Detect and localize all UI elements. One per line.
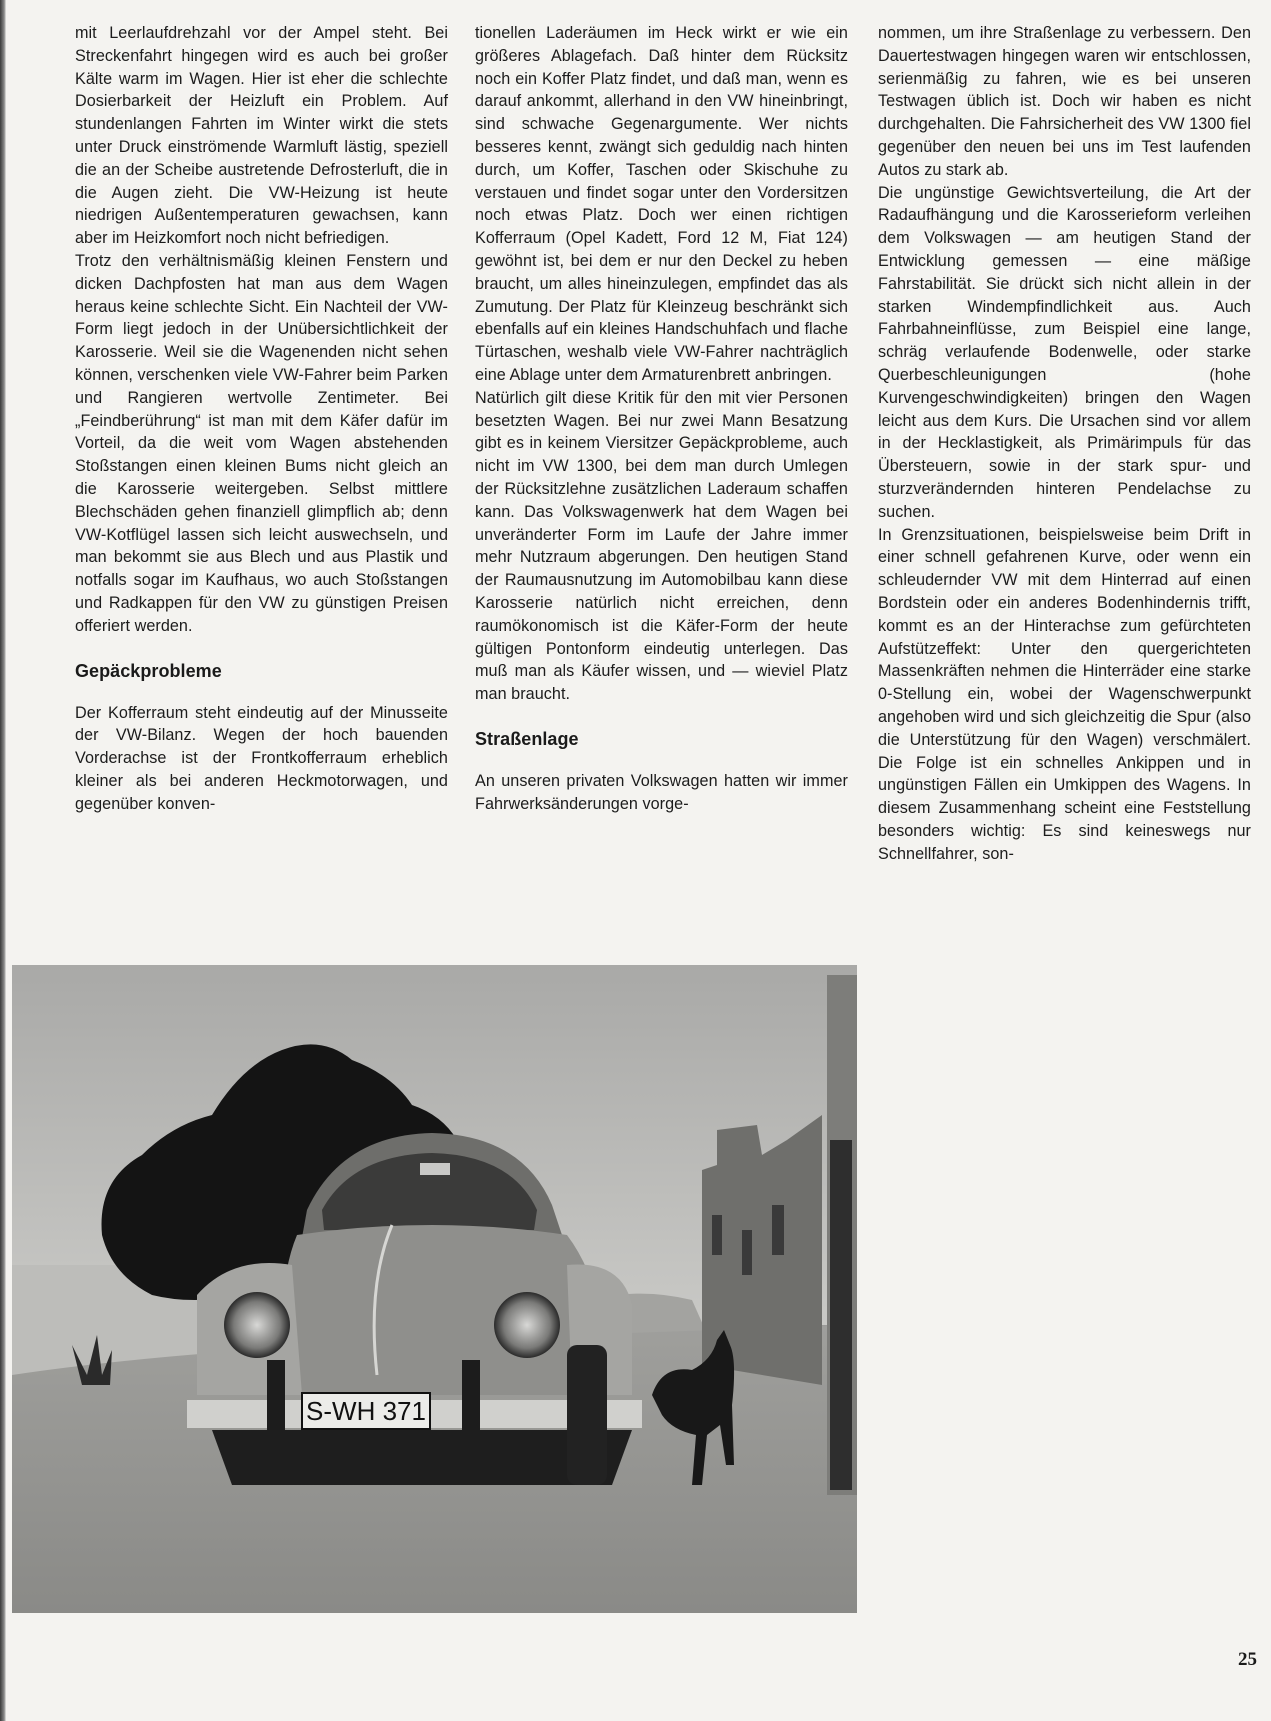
paragraph: nommen, um ihre Straßenlage zu verbessern. Den Dauertestwagen hingegen waren wir entschlossen, serienmäßig zu fahren, wie es bei unseren Testwagen üblich ist. Doch wir haben es nicht durchgehalten. Die Fahrsicherheit des VW 1300 fiel gegenüber den neuen bei uns im Test laufenden Autos zu stark ab.	[878, 24, 1251, 179]
paragraph: Der Kofferraum steht eindeutig auf der Minusseite der VW-Bilanz. Wegen der hoch bauenden Vorderachse ist der Frontkofferraum erheblich kleiner als bei anderen Heckmotorwagen, und gegenüber konven-	[75, 703, 448, 813]
page-binding-edge	[0, 0, 6, 1721]
section-heading-strassenlage: Straßenlage	[475, 728, 579, 749]
bumper-guard-left	[267, 1360, 285, 1440]
rear-wheel	[567, 1345, 607, 1485]
headlight-right	[494, 1292, 560, 1358]
bumper-guard-right	[462, 1360, 480, 1440]
headlight-left	[224, 1292, 290, 1358]
paragraph: Natürlich gilt diese Kritik für den mit vier Personen besetzten Wagen. Bei nur zwei Mann Besatzung gibt es in keinem Viersitzer Gepäckprobleme, auch nicht im VW 1300, bei dem man durch Umlegen der Rücksitzlehne zusätzlichen Laderaum schaffen kann. Das Volkswagenwerk hat dem Wagen bei unveränderter Form im Laufe der Jahre immer mehr Nutzraum abgerungen. Den heutigen Stand der Raumausnutzung im Automobilbau kann diese Karosserie natürlich nicht erreichen, denn raumökonomisch ist die Käfer-Form der heute gültigen Pontonform eindeutig unterlegen. Das muß man als Käufer wissen, und — wieviel Platz man braucht.	[475, 388, 848, 704]
text-column-3	[878, 22, 1251, 865]
page-number: 25	[1238, 1649, 1257, 1670]
paragraph: tionellen Laderäumen im Heck wirkt er wie ein größeres Ablagefach. Daß hinter dem Rücksitz noch ein Koffer Platz findet, und daß man, wenn es darauf ankommt, allerhand in den VW hineinbringt, sind schwache Gegenargumente. Wer nichts besseres kennt, zwängt sich geduldig nach hinten durch, um Koffer, Taschen oder Skischuhe zu verstauen und findet sogar unter den Vordersitzen noch etwas Platz. Doch wer einen richtigen Kofferraum (Opel Kadett, Ford 12 M, Fiat 124) gewöhnt ist, bei dem er nur den Deckel zu heben braucht, um alles hineinzulegen, empfindet das als Zumutung. Der Platz für Kleinzeug beschränkt sich ebenfalls auf ein kleines Handschuhfach und flache Türtaschen, weshalb viele VW-Fahrer nachträglich eine Ablage unter dem Armaturenbrett anbringen.	[475, 24, 848, 384]
paragraph: An unseren privaten Volkswagen hatten wir immer Fahrwerksänderungen vorge-	[475, 771, 848, 813]
paragraph: Die ungünstige Gewichtsverteilung, die Art der Radaufhängung und die Karosserieform verleihen dem Volkswagen — am heutigen Stand der Entwicklung gemessen — eine mäßige Fahrstabilität. Sie drückt sich nicht allein in der starken Windempfindlichkeit aus. Auch Fahrbahneinflüsse, zum Beispiel eine lange, schräg verlaufende Bodenwelle, oder starke Querbeschleunigungen (hohe Kurvengeschwindigkeiten) bringen den Wagen leicht aus dem Kurs. Die Ursachen sind vor allem in der Hecklastigkeit, als Primärimpuls für das Übersteuern, sowie in der stark spur- und sturzverändernden hinteren Pendelachse zu suchen.	[878, 183, 1251, 521]
rear-view-mirror	[420, 1163, 450, 1175]
photo-illustration	[12, 965, 857, 1613]
text-column-1	[75, 22, 448, 816]
paragraph: mit Leerlaufdrehzahl vor der Ampel steht. Bei Streckenfahrt hingegen wird es auch bei großer Kälte warm im Wagen. Hier ist eher die schlechte Dosierbarkeit der Heizluft ein Problem. Auf stundenlangen Fahrten im Winter wirkt die stets unter Druck einströmende Warmluft lästig, speziell die an der Scheibe austretende Defrosterluft, die in die Augen zieht. Die VW-Heizung ist heute niedrigen Außentemperaturen gewachsen, kann aber im Heizkomfort noch nicht befriedigen.	[75, 24, 448, 248]
paragraph: In Grenzsituationen, beispielsweise beim Drift in einer schnell gefahrenen Kurve, oder wenn ein schleudernder VW mit dem Hinterrad auf einen Bordstein oder ein anderes Bodenhindernis trifft, kommt es an der Hinterachse zum gefürchteten Aufstützeffekt: Unter den quergerichteten Massenkräften nehmen die Hinterräder eine starke 0-Stellung ein, wobei der Wagenschwerpunkt angehoben wird und sich gleichzeitig die Spur (also die Unterstützung für den Wagen) verschmälert. Die Folge ist ein schnelles Ankippen und in ungünstigen Fällen ein Umkippen des Wagens. In diesem Zusammenhang scheint eine Feststellung besonders wichtig: Es sind keineswegs nur Schnellfahrer, son-	[878, 525, 1251, 863]
text-column-2	[475, 22, 848, 816]
paragraph: Trotz den verhältnismäßig kleinen Fenstern und dicken Dachpfosten hat man aus dem Wagen heraus keine schlechte Sicht. Ein Nachteil der VW-Form liegt jedoch in der Unübersichtlichkeit der Karosserie. Weil sie die Wagenenden nicht sehen können, verschenken viele VW-Fahrer beim Parken und Rangieren wertvolle Zentimeter. Bei „Feindberührung“ ist man mit dem Käfer dafür im Vorteil, da die weit vom Wagen abstehenden Stoßstangen einen kleinen Bums nicht gleich an die Karosserie weitergeben. Selbst mittlere Blechschäden gehen finanziell glimpflich ab; denn VW-Kotflügel lassen sich leicht auswechseln, und man bekommt sie aus Blech und aus Plastik und notfalls sogar im Kaufhaus, wo auch Stoßstangen und Radkappen für den VW zu günstigen Preisen offeriert werden.	[75, 251, 448, 635]
license-plate-text: S-WH 371	[306, 1396, 426, 1426]
section-heading-gepaeckprobleme: Gepäckprobleme	[75, 660, 222, 681]
vw-beetle-photo	[12, 965, 857, 1613]
